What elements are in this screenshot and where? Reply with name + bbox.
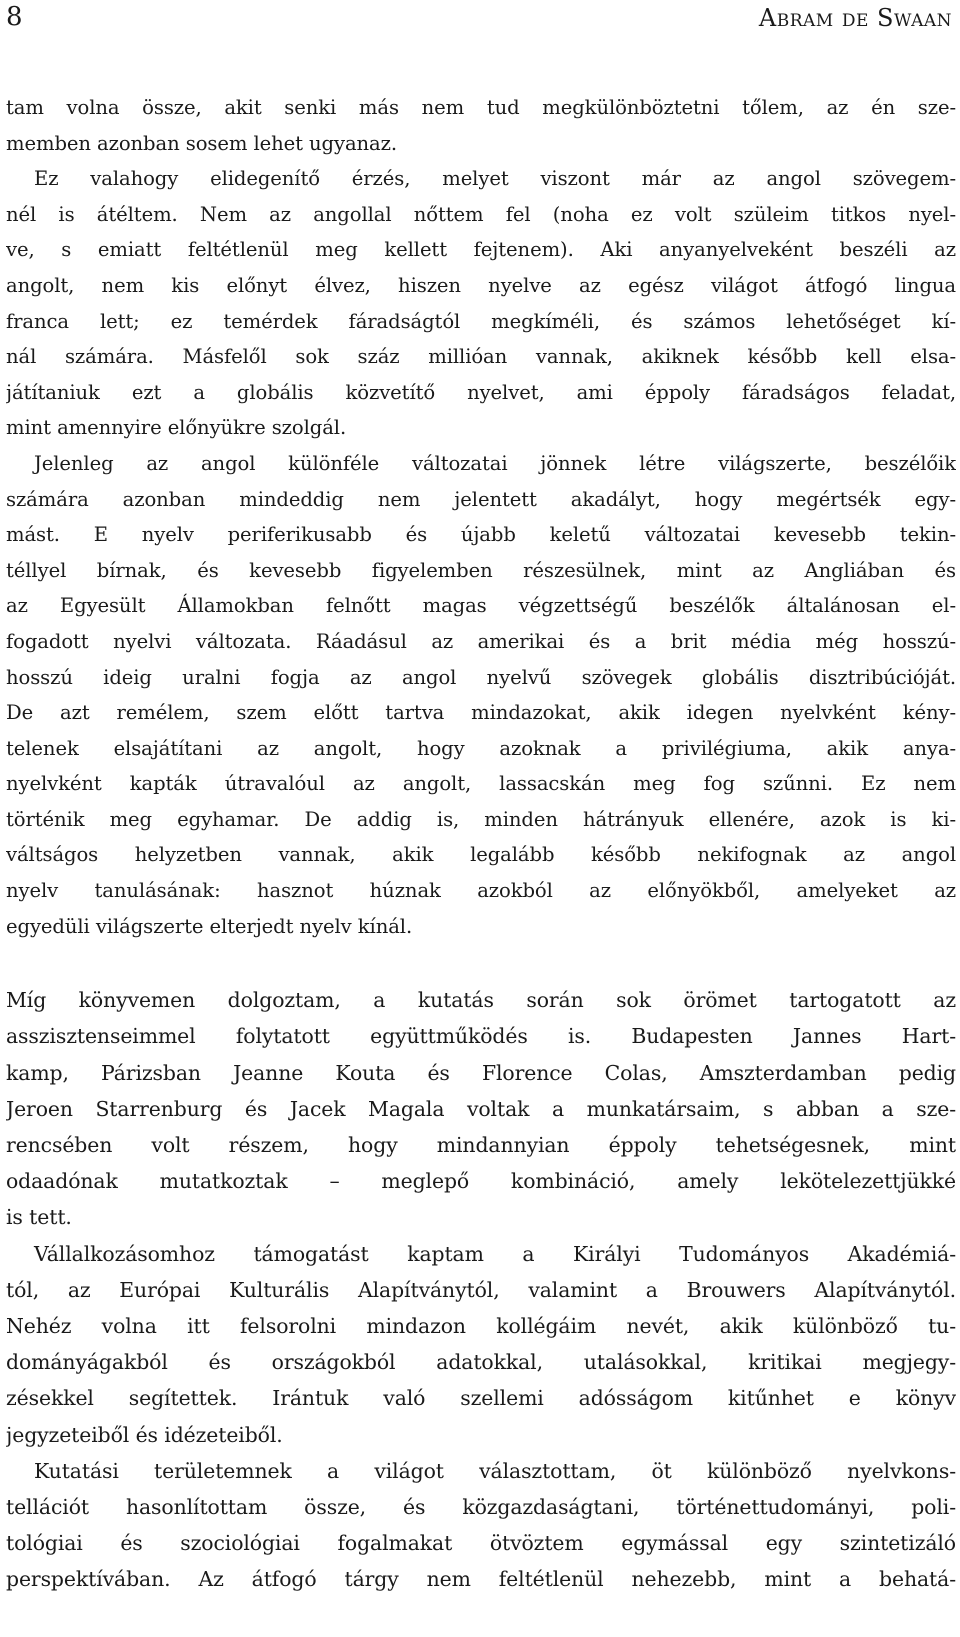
text-line: Vállalkozásomhoz támogatást kaptam a Királyi Tudományos Akadémiá- [34,1241,956,1266]
text-line: franca lett; ez temérdek fáradságtól megkíméli, és számos lehetőséget kí- [6,309,956,333]
text-line: Jelenleg az angol különféle változatai jönnek létre világszerte, beszélőik [34,451,956,475]
text-line: számára azonban mindeddig nem jelentett akadályt, hogy megértsék egy- [6,487,956,511]
text-line: is tett. [6,1205,72,1230]
text-line: telenek elsajátítani az angolt, hogy azoknak a privilégiuma, akik anya- [6,736,956,760]
text-line: játítaniuk ezt a globális közvetítő nyelvet, ami éppoly fáradságos feladat, [6,380,956,404]
text-line: dományágakból és országokból adatokkal, utalásokkal, kritikai megjegy- [6,1350,956,1375]
text-line: téllyel bírnak, és kevesebb figyelemben részesülnek, mint az Angliában és [6,558,956,582]
text-line: De azt remélem, szem előtt tartva mindazokat, akik idegen nyelvként kény- [6,701,956,725]
text-line: Kutatási területemnek a világot választottam, öt különböző nyelvkons- [34,1458,956,1483]
text-line: hosszú ideig uralni fogja az angol nyelvű szövegek globális disztribúcióját. [6,665,956,689]
text-line: Ez valahogy elidegenítő érzés, melyet viszont már az angol szövegem- [34,167,956,191]
text-line: asszisztenseimmel folytatott együttműködés is. Budapesten Jannes Hart- [6,1024,956,1049]
text-line: Jeroen Starrenburg és Jacek Magala voltak a munkatársaim, s abban a sze- [6,1096,956,1121]
text-line: Nehéz volna itt felsorolni mindazon kollégáim nevét, akik különböző tu- [6,1313,956,1338]
text-line: zésekkel segítettek. Irántuk való szellemi adósságom kitűnhet e könyv [6,1386,956,1411]
text-section-2 [6,982,956,1597]
text-line: tológiai és szociológiai fogalmakat ötvöztem egymással egy szintetizáló [6,1531,956,1556]
text-line: mást. E nyelv periferikusabb és újabb keletű változatai kevesebb tekin- [6,523,956,547]
text-line: ve, s emiatt feltétlenül meg kellett fejtenem). Aki anyanyelveként beszéli az [6,238,956,262]
text-line: nyelv tanulásának: hasznot húznak azokból az előnyökből, amelyeket az [6,879,956,903]
text-line: angolt, nem kis előnyt élvez, hiszen nyelve az egész világot átfogó lingua [6,273,956,297]
text-section-1 [6,90,956,944]
text-line: egyedüli világszerte elterjedt nyelv kínál. [6,914,413,938]
page-header [0,0,960,40]
text-line: az Egyesült Államokban felnőtt magas végzettségű beszélők általánosan el- [6,594,956,618]
text-line: történik meg egyhamar. De addig is, minden hátrányuk ellenére, azok is ki- [6,807,956,831]
text-line: nál számára. Másfelől sok száz millióan vannak, akiknek később kell elsa- [6,345,956,369]
text-line: memben azonban sosem lehet ugyanaz. [6,131,397,155]
text-line: perspektívában. Az átfogó tárgy nem feltétlenül nehezebb, mint a behatá- [6,1567,956,1592]
body-text [6,90,956,1597]
text-line: nél is átéltem. Nem az angollal nőttem fel (noha ez volt szüleim titkos nyel- [6,202,956,226]
text-line: tellációt hasonlítottam össze, és közgazdaságtani, történettudományi, poli- [6,1494,956,1519]
page-number: 8 [6,2,23,32]
text-line: mint amennyire előnyükre szolgál. [6,416,347,440]
text-line: tól, az Európai Kulturális Alapítványtól, valamint a Brouwers Alapítványtól. [6,1277,956,1302]
text-line: rencsében volt részem, hogy mindannyian éppoly tehetségesnek, mint [6,1133,956,1157]
section-gap [6,944,956,982]
text-line: jegyzeteiből és idézeteiből. [6,1422,283,1447]
running-head: Abram de Swaan [758,4,952,32]
text-line: Míg könyvemen dolgoztam, a kutatás során sok örömet tartogatott az [6,988,956,1013]
text-line: tam volna össze, akit senki más nem tud megkülönböztetni tőlem, az én sze- [6,96,956,119]
text-line: váltságos helyzetben vannak, akik legalább később nekifognak az angol [6,843,956,867]
text-line: fogadott nyelvi változata. Ráadásul az amerikai és a brit média még hosszú- [6,629,956,653]
text-line: odaadónak mutatkoztak – meglepő kombináció, amely lekötelezettjükké [6,1169,956,1194]
text-line: nyelvként kapták útravalóul az angolt, lassacskán meg fog szűnni. Ez nem [6,772,956,796]
text-line: kamp, Párizsban Jeanne Kouta és Florence Colas, Amszterdamban pedig [6,1060,956,1085]
